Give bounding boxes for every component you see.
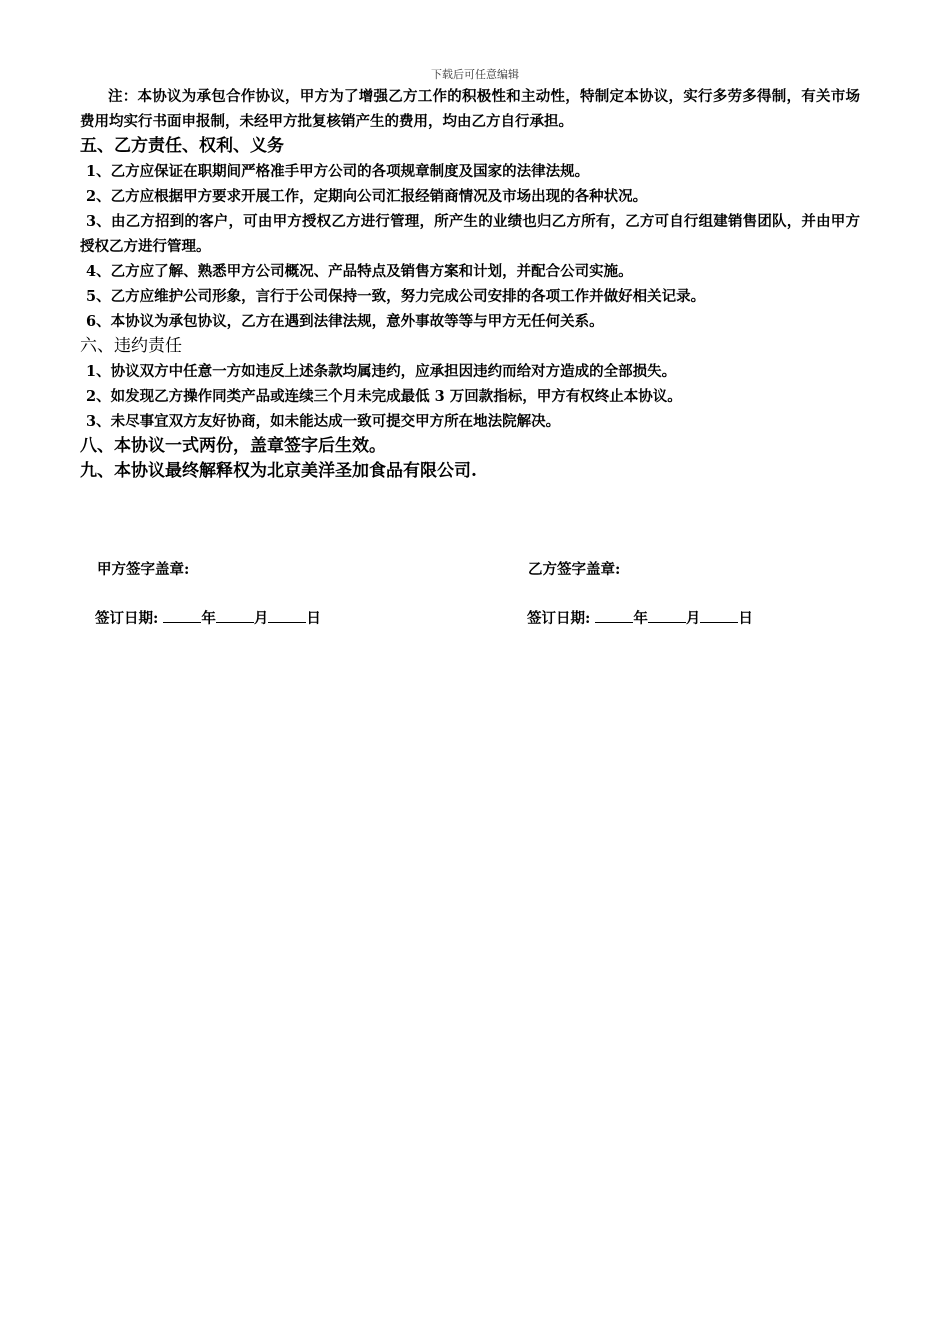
date-label: 签订日期:: [527, 610, 591, 627]
section-5-item-6: 6、本协议为承包协议，乙方在遇到法律法规，意外事故等等与甲方无任何关系。: [86, 313, 604, 330]
month-label: 月: [685, 610, 701, 627]
party-a-signature-label: 甲方签字盖章:: [97, 561, 190, 578]
year-label: 年: [201, 610, 216, 627]
party-a-date: [95, 607, 321, 628]
section-5-item-2: 2、乙方应根据甲方要求开展工作，定期向公司汇报经销商情况及市场出现的各种状况。: [86, 188, 648, 205]
section-6-title: 六、违约责任: [80, 336, 182, 356]
month-blank: [648, 608, 686, 623]
month-label: 月: [253, 610, 269, 627]
year-label: 年: [633, 610, 648, 627]
year-blank: [595, 608, 633, 623]
section-6-item-1: 1、协议双方中任意一方如违反上述条款均属违约，应承担因违约而给对方造成的全部损失。: [86, 363, 677, 380]
section-5-item-3: 3、由乙方招到的客户，可由甲方授权乙方进行管理，所产生的业绩也归乙方所有，乙方可自行组建销售团队，并由甲方授权乙方进行管理。: [80, 213, 860, 255]
section-5-item-1: 1、乙方应保证在职期间严格准手甲方公司的各项规章制度及国家的法律法规。: [86, 163, 590, 180]
header-note: 下载后可任意编辑: [431, 68, 519, 81]
party-b-date: [527, 607, 753, 628]
year-blank: [163, 608, 201, 623]
section-9: 九、本协议最终解释权为北京美洋圣加食品有限公司.: [80, 461, 477, 481]
date-label: 签订日期:: [95, 610, 159, 627]
section-5-item-5: 5、乙方应维护公司形象，言行于公司保持一致，努力完成公司安排的各项工作并做好相关记录。: [86, 288, 706, 305]
note-paragraph: 注：本协议为承包合作协议，甲方为了增强乙方工作的积极性和主动性，特制定本协议，实行多劳多得制，有关市场费用均实行书面申报制，未经甲方批复核销产生的费用，均由乙方自行承担。: [80, 88, 860, 130]
month-blank: [216, 608, 254, 623]
agreement-body: [80, 84, 860, 484]
section-6-item-3: 3、未尽事宜双方友好协商，如未能达成一致可提交甲方所在地法院解决。: [86, 413, 561, 430]
section-6-item-2: 2、如发现乙方操作同类产品或连续三个月未完成最低 3 万回款指标，甲方有权终止本协议。: [86, 388, 682, 405]
day-label: 日: [738, 610, 753, 627]
day-label: 日: [306, 610, 321, 627]
day-blank: [268, 608, 306, 623]
day-blank: [700, 608, 738, 623]
section-5-title: 五、乙方责任、权利、义务: [80, 136, 284, 156]
party-b-signature-label: 乙方签字盖章:: [528, 561, 621, 578]
section-5-item-4: 4、乙方应了解、熟悉甲方公司概况、产品特点及销售方案和计划，并配合公司实施。: [86, 263, 633, 280]
section-8: 八、本协议一式两份，盖章签字后生效。: [80, 436, 386, 456]
